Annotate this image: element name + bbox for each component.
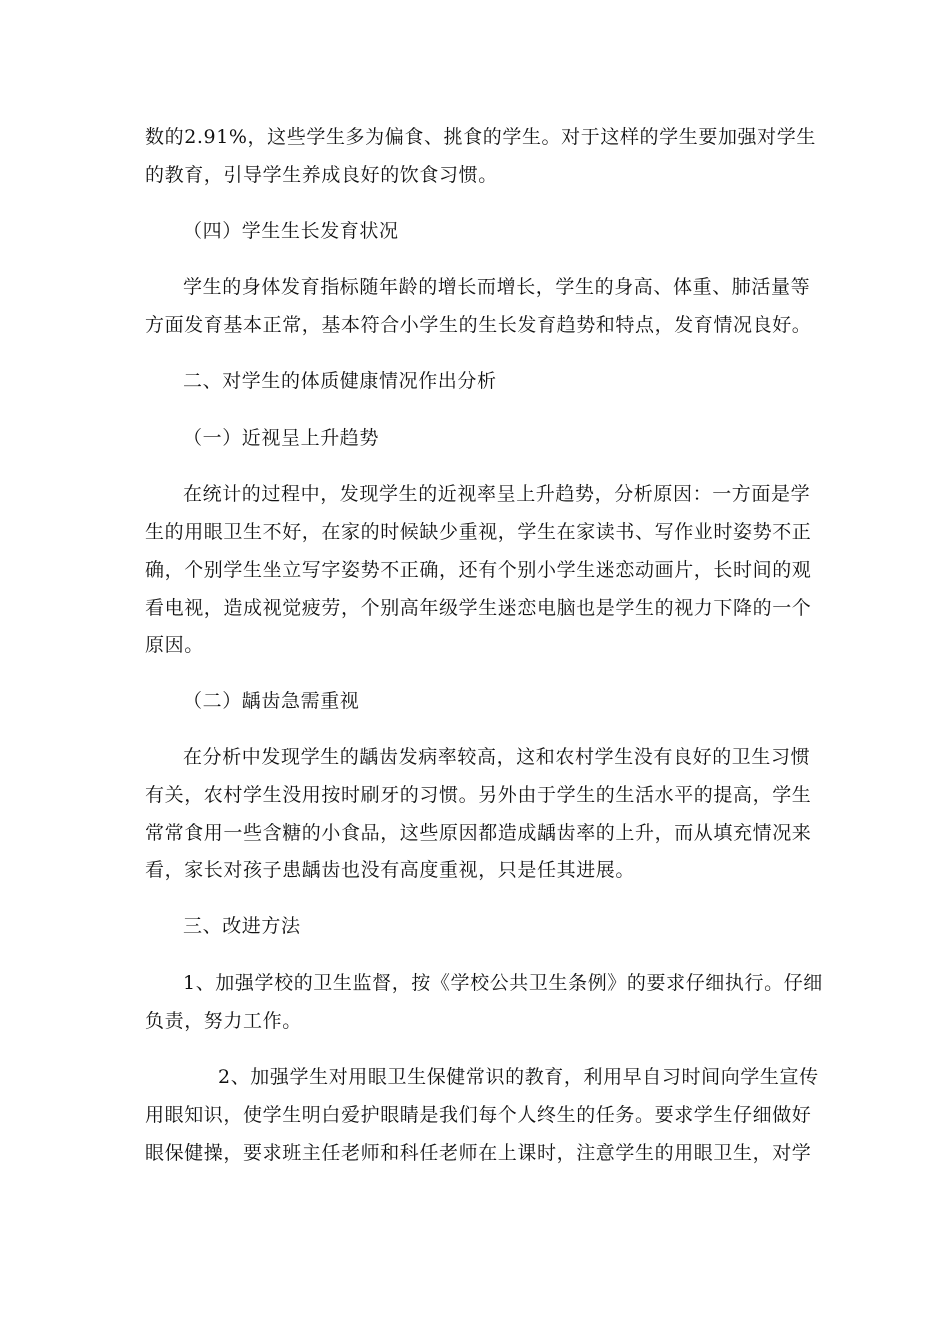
section-heading: 二、对学生的体质健康情况作出分析 [183, 370, 497, 392]
paragraph-line: 看电视，造成视觉疲劳，个别高年级学生迷恋电脑也是学生的视力下降的一个 [145, 597, 812, 619]
paragraph-line: 原因。 [145, 634, 204, 656]
paragraph-line: 学生的身体发育指标随年龄的增长而增长，学生的身高、体重、肺活量等 [183, 276, 811, 298]
paragraph-line: 确，个别学生坐立写字姿势不正确，还有个别小学生迷恋动画片，长时间的观 [145, 559, 812, 581]
paragraph-line: 方面发育基本正常，基本符合小学生的生长发育趋势和特点，发育情况良好。 [145, 314, 812, 336]
paragraph-line: 负责，努力工作。 [145, 1010, 302, 1032]
paragraph-line: 在分析中发现学生的龋齿发病率较高，这和农村学生没有良好的卫生习惯 [183, 746, 811, 768]
section-heading: （一）近视呈上升趋势 [183, 427, 380, 449]
paragraph-line: 有关，农村学生没用按时刷牙的习惯。另外由于学生的生活水平的提高，学生 [145, 784, 812, 806]
paragraph-line: 2、加强学生对用眼卫生保健常识的教育，利用早自习时间向学生宣传 [218, 1066, 819, 1088]
section-heading: （二）龋齿急需重视 [183, 690, 360, 712]
paragraph-line: 1、加强学校的卫生监督，按《学校公共卫生条例》的要求仔细执行。仔细 [183, 972, 823, 994]
section-heading: 三、改进方法 [183, 915, 301, 937]
section-heading: （四）学生生长发育状况 [183, 220, 399, 242]
paragraph-line: 在统计的过程中，发现学生的近视率呈上升趋势，分析原因：一方面是学 [183, 483, 811, 505]
paragraph-line: 看，家长对孩子患龋齿也没有高度重视，只是任其进展。 [145, 859, 636, 881]
paragraph-line: 用眼知识，使学生明白爱护眼睛是我们每个人终生的任务。要求学生仔细做好 [145, 1104, 812, 1126]
paragraph-line: 生的用眼卫生不好，在家的时候缺少重视，学生在家读书、写作业时姿势不正 [145, 521, 812, 543]
paragraph-line: 的教育，引导学生养成良好的饮食习惯。 [145, 164, 498, 186]
paragraph-line: 数的2.91%，这些学生多为偏食、挑食的学生。对于这样的学生要加强对学生 [145, 126, 816, 148]
paragraph-line: 常常食用一些含糖的小食品，这些原因都造成龋齿率的上升，而从填充情况来 [145, 822, 812, 844]
paragraph-line: 眼保健操，要求班主任老师和科任老师在上课时，注意学生的用眼卫生，对学 [145, 1142, 812, 1164]
